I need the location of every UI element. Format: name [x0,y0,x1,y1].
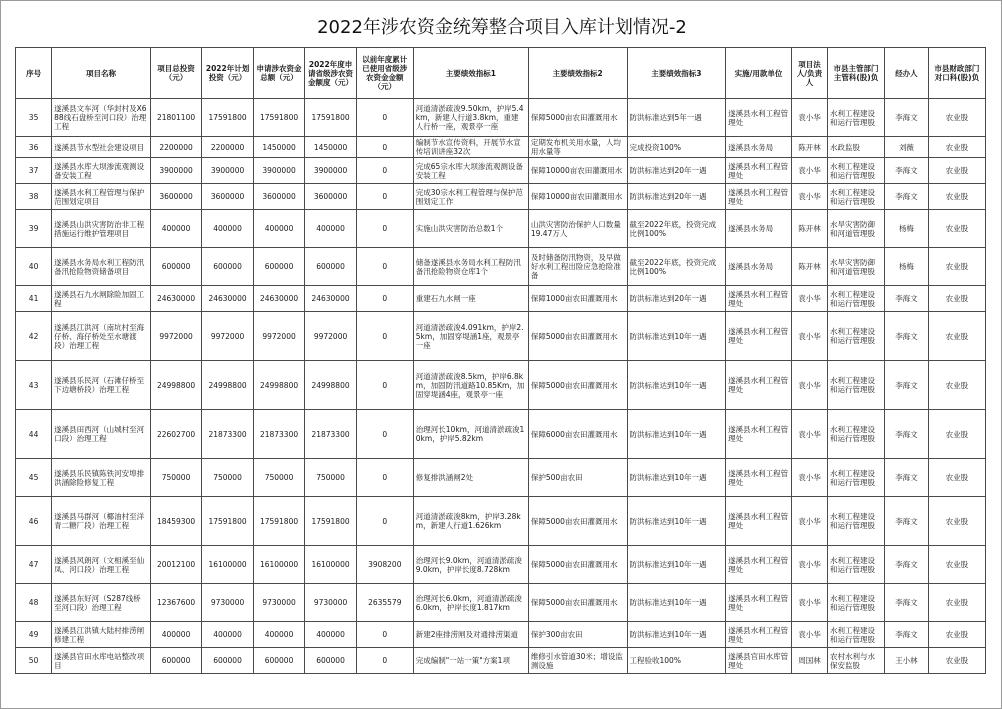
cell-dept: 水利工程建设和运行管理股 [828,497,885,546]
header-cell: 项目名称 [52,48,151,99]
cell-plan: 600000 [202,248,254,286]
cell-apply: 17591800 [253,497,305,546]
cell-kpi1: 河道清淤疏浚8.5km，护岸6.8km，加固防汛道路10.85Km，加固穿堤涵4座，观景亭一座 [413,361,528,410]
cell-dept: 水利工程建设和运行管理股 [828,158,885,184]
cell-unit: 遂溪县水务局 [726,248,792,286]
header-cell: 以前年度累计已使用省级涉农资金金额（元） [356,48,413,99]
cell-total: 24630000 [150,286,202,312]
project-table [15,47,986,674]
cell-name: 遂溪县石九水闸除险加固工程 [52,286,151,312]
cell-handler: 李海文 [885,312,929,361]
cell-handler: 李海文 [885,99,929,137]
cell-plan: 3900000 [202,158,254,184]
cell-fin: 农业股 [928,459,985,497]
cell-dept: 水利工程建设和运行管理股 [828,184,885,210]
cell-kpi1: 修复排洪涵闸2处 [413,459,528,497]
cell-dept: 水利工程建设和运行管理股 [828,312,885,361]
cell-legal: 袁小华 [791,361,827,410]
cell-total: 600000 [150,648,202,674]
cell-plan: 3600000 [202,184,254,210]
header-cell: 2022年计划投资（元） [202,48,254,99]
cell-name: 遂溪县官田水库电站整改项目 [52,648,151,674]
cell-prov: 21873300 [305,410,357,459]
cell-kpi1: 完成编制"一站一策"方案1项 [413,648,528,674]
cell-kpi3: 防洪标准达到10年一遇 [627,312,726,361]
cell-total: 400000 [150,622,202,648]
cell-kpi1: 重建石九水闸一座 [413,286,528,312]
cell-prov: 24998800 [305,361,357,410]
cell-unit: 遂溪县水利工程管理处 [726,286,792,312]
cell-kpi1: 河道清淤疏浚9.50km，护岸5.4km，新建人行道3.8km，重建人行桥一座，观景亭一座 [413,99,528,137]
cell-apply: 600000 [253,648,305,674]
cell-name: 遂溪县乐民镇陈铁河安埠排洪涵除险修复工程 [52,459,151,497]
cell-total: 24998800 [150,361,202,410]
cell-total: 600000 [150,248,202,286]
header-cell: 经办人 [885,48,929,99]
cell-kpi3: 防洪标准达到20年一遇 [627,286,726,312]
cell-kpi2: 山洪灾害防治保护人口数量19.47万人 [528,210,627,248]
header-cell: 项目总投资（元） [150,48,202,99]
cell-kpi2: 保障5000亩农田灌溉用水 [528,546,627,584]
cell-apply: 400000 [253,622,305,648]
table-row [16,584,986,622]
cell-kpi2: 保护500亩农田 [528,459,627,497]
cell-no: 40 [16,248,52,286]
cell-kpi2: 维修引水管道30米；增设监测设施 [528,648,627,674]
cell-kpi2: 保障10000亩农田灌溉用水 [528,184,627,210]
cell-kpi1: 河道清淤疏浚8km，护岸3.28km，新建人行道1.626km [413,497,528,546]
cell-dept: 水政监股 [828,137,885,158]
cell-no: 41 [16,286,52,312]
cell-kpi1: 河道清淤疏浚4.091km，护岸2.5km，加固穿堤涵1座，观景亭一座 [413,312,528,361]
cell-no: 36 [16,137,52,158]
cell-handler: 杨梅 [885,248,929,286]
cell-kpi1: 新建2座排涝闸及对通排涝渠道 [413,622,528,648]
table-row [16,459,986,497]
cell-kpi3: 防洪标准达到10年一遇 [627,497,726,546]
cell-fin: 农业股 [928,184,985,210]
cell-kpi3: 截至2022年底，投资完成比例100% [627,248,726,286]
table-row [16,99,986,137]
cell-total: 21801100 [150,99,202,137]
cell-used: 0 [356,99,413,137]
cell-prov: 17591800 [305,497,357,546]
cell-name: 遂溪县田西河（山城村至河口段）治理工程 [52,410,151,459]
cell-dept: 水利工程建设和运行管理股 [828,99,885,137]
cell-apply: 9972000 [253,312,305,361]
cell-legal: 袁小华 [791,158,827,184]
cell-used: 0 [356,497,413,546]
cell-fin: 农业股 [928,312,985,361]
cell-fin: 农业股 [928,99,985,137]
cell-plan: 24630000 [202,286,254,312]
cell-prov: 17591800 [305,99,357,137]
cell-name: 遂溪县节水型社会建设项目 [52,137,151,158]
cell-handler: 李海文 [885,584,929,622]
cell-no: 42 [16,312,52,361]
cell-prov: 3600000 [305,184,357,210]
cell-dept: 水旱灾害防御和河道管理股 [828,210,885,248]
cell-kpi1: 实施山洪灾害防治总数1个 [413,210,528,248]
cell-name: 遂溪县水利工程管理与保护范围划定项目 [52,184,151,210]
cell-kpi3: 防洪标准达到10年一遇 [627,459,726,497]
cell-legal: 陈开林 [791,248,827,286]
cell-apply: 16100000 [253,546,305,584]
cell-plan: 600000 [202,648,254,674]
cell-fin: 农业股 [928,286,985,312]
cell-kpi3: 防洪标准达到10年一遇 [627,361,726,410]
cell-unit: 遂溪县水利工程管理处 [726,99,792,137]
cell-kpi2: 保障5000亩农田灌溉用水 [528,497,627,546]
cell-apply: 750000 [253,459,305,497]
table-row [16,210,986,248]
cell-legal: 袁小华 [791,99,827,137]
cell-name: 遂溪县乐民河（石滩仔桥至下边塘桥段）治理工程 [52,361,151,410]
cell-dept: 农村水利与水保安监股 [828,648,885,674]
cell-plan: 21873300 [202,410,254,459]
cell-no: 39 [16,210,52,248]
cell-total: 2200000 [150,137,202,158]
header-cell: 主要绩效指标3 [627,48,726,99]
cell-total: 20012100 [150,546,202,584]
cell-fin: 农业股 [928,210,985,248]
cell-used: 3908200 [356,546,413,584]
cell-prov: 400000 [305,210,357,248]
cell-plan: 24998800 [202,361,254,410]
cell-used: 0 [356,648,413,674]
cell-handler: 刘薇 [885,137,929,158]
cell-dept: 水旱灾害防御和河道管理股 [828,248,885,286]
cell-legal: 袁小华 [791,286,827,312]
cell-fin: 农业股 [928,158,985,184]
cell-no: 48 [16,584,52,622]
header-cell: 2022年度申请省级涉农资金额度（元） [305,48,357,99]
cell-apply: 400000 [253,210,305,248]
header-cell: 市县财政部门对口科(股)负 [928,48,985,99]
cell-dept: 水利工程建设和运行管理股 [828,459,885,497]
header-cell: 申请涉农资金总额（元） [253,48,305,99]
cell-kpi3: 防洪标准达到10年一遇 [627,584,726,622]
cell-kpi2: 保障10000亩农田灌溉用水 [528,158,627,184]
header-cell: 实施/用款单位 [726,48,792,99]
cell-total: 12367600 [150,584,202,622]
table-row [16,410,986,459]
cell-dept: 水利工程建设和运行管理股 [828,584,885,622]
cell-legal: 袁小华 [791,312,827,361]
table-row [16,248,986,286]
cell-kpi2: 保障1000亩农田灌溉用水 [528,286,627,312]
cell-legal: 袁小华 [791,622,827,648]
cell-legal: 袁小华 [791,584,827,622]
cell-name: 遂溪县马群河（椰油村至洋青二糖厂段）治理工程 [52,497,151,546]
cell-used: 0 [356,210,413,248]
cell-no: 37 [16,158,52,184]
cell-plan: 16100000 [202,546,254,584]
cell-prov: 1450000 [305,137,357,158]
cell-apply: 21873300 [253,410,305,459]
cell-unit: 遂溪县水利工程管理处 [726,459,792,497]
cell-fin: 农业股 [928,497,985,546]
table-row [16,361,986,410]
cell-kpi3: 防洪标准达到20年一遇 [627,184,726,210]
cell-kpi1: 储备遂溪县水务局水利工程防汛备汛抢险物资仓库1个 [413,248,528,286]
cell-kpi2: 保障5000亩农田灌溉用水 [528,584,627,622]
header-cell: 项目法人/负责人 [791,48,827,99]
cell-legal: 陈开林 [791,137,827,158]
cell-no: 49 [16,622,52,648]
cell-used: 0 [356,137,413,158]
cell-kpi3: 防洪标准达到10年一遇 [627,546,726,584]
cell-unit: 遂溪县水利工程管理处 [726,546,792,584]
cell-kpi2: 保障5000亩农田灌溉用水 [528,312,627,361]
cell-dept: 水利工程建设和运行管理股 [828,622,885,648]
cell-handler: 李海文 [885,497,929,546]
cell-handler: 李海文 [885,622,929,648]
cell-unit: 遂溪县水利工程管理处 [726,497,792,546]
cell-no: 47 [16,546,52,584]
cell-handler: 杨梅 [885,210,929,248]
header-cell: 市县主管部门主管科(股)负 [828,48,885,99]
cell-no: 35 [16,99,52,137]
cell-total: 750000 [150,459,202,497]
cell-prov: 400000 [305,622,357,648]
cell-handler: 李海文 [885,158,929,184]
cell-legal: 袁小华 [791,184,827,210]
cell-used: 0 [356,158,413,184]
cell-name: 遂溪县东好河（S287线桥至河口段）治理工程 [52,584,151,622]
cell-kpi2: 及时储备防汛物资，及早做好水利工程出险应急抢险准备 [528,248,627,286]
cell-name: 遂溪县风朗河（文相溪至仙凤、河口段）治理工程 [52,546,151,584]
cell-prov: 9730000 [305,584,357,622]
cell-no: 44 [16,410,52,459]
cell-used: 0 [356,410,413,459]
cell-prov: 600000 [305,248,357,286]
cell-kpi3: 防洪标准达到10年一遇 [627,410,726,459]
table-row [16,312,986,361]
header-cell: 主要绩效指标2 [528,48,627,99]
cell-apply: 3600000 [253,184,305,210]
cell-no: 43 [16,361,52,410]
cell-used: 0 [356,361,413,410]
cell-unit: 遂溪县水利工程管理处 [726,410,792,459]
cell-dept: 水利工程建设和运行管理股 [828,361,885,410]
cell-total: 9972000 [150,312,202,361]
cell-handler: 李海文 [885,459,929,497]
cell-kpi1: 完成30宗水利工程管理与保护范围划定工作 [413,184,528,210]
table-row [16,137,986,158]
cell-plan: 400000 [202,210,254,248]
table-row [16,184,986,210]
cell-apply: 1450000 [253,137,305,158]
cell-plan: 400000 [202,622,254,648]
cell-used: 0 [356,248,413,286]
cell-unit: 遂溪县水利工程管理处 [726,158,792,184]
cell-name: 遂溪县山洪灾害防治非工程措施运行维护管理项目 [52,210,151,248]
cell-unit: 遂溪县水利工程管理处 [726,584,792,622]
cell-unit: 遂溪县水务局 [726,210,792,248]
cell-legal: 袁小华 [791,546,827,584]
header-cell: 序号 [16,48,52,99]
cell-total: 400000 [150,210,202,248]
cell-apply: 24998800 [253,361,305,410]
cell-fin: 农业股 [928,410,985,459]
cell-kpi2: 保护300亩农田 [528,622,627,648]
cell-used: 2635579 [356,584,413,622]
cell-apply: 9730000 [253,584,305,622]
cell-plan: 9972000 [202,312,254,361]
cell-name: 遂溪县水库大坝渗流观测设备安装工程 [52,158,151,184]
cell-used: 0 [356,459,413,497]
cell-name: 遂溪县江洪河（南坑村至海仔桥、海仔桥处至水塘渡段）治理工程 [52,312,151,361]
cell-prov: 3900000 [305,158,357,184]
cell-fin: 农业股 [928,648,985,674]
cell-handler: 李海文 [885,286,929,312]
cell-name: 遂溪县江洪镇大陆村排涝闸修建工程 [52,622,151,648]
cell-used: 0 [356,312,413,361]
cell-unit: 遂溪县水利工程管理处 [726,312,792,361]
cell-apply: 17591800 [253,99,305,137]
cell-kpi1: 治理河长10km，河道清淤疏浚10km，护岸5.82km [413,410,528,459]
cell-kpi2: 保障5000亩农田灌溉用水 [528,99,627,137]
cell-kpi2: 定期发布机关用水量，人均用水量等 [528,137,627,158]
page-title: 2022年涉农资金统筹整合项目入库计划情况-2 [317,17,687,38]
cell-used: 0 [356,286,413,312]
cell-plan: 9730000 [202,584,254,622]
cell-unit: 遂溪县水利工程管理处 [726,361,792,410]
cell-dept: 水利工程建设和运行管理股 [828,410,885,459]
cell-unit: 遂溪县水利工程管理处 [726,184,792,210]
cell-handler: 李海文 [885,546,929,584]
cell-prov: 24630000 [305,286,357,312]
cell-fin: 农业股 [928,622,985,648]
table-row [16,497,986,546]
cell-kpi3: 工程验收100% [627,648,726,674]
cell-used: 0 [356,622,413,648]
cell-kpi2: 保障6000亩农田灌溉用水 [528,410,627,459]
cell-kpi3: 完成投资100% [627,137,726,158]
table-row [16,546,986,584]
cell-total: 3900000 [150,158,202,184]
cell-unit: 遂溪县水利工程管理处 [726,622,792,648]
cell-kpi1: 编制节水宣传资料，开展节水宣传培训讲座32次 [413,137,528,158]
cell-no: 38 [16,184,52,210]
cell-kpi1: 治理河长6.0km，河道清淤疏浚6.0km，护岸长度1.817km [413,584,528,622]
cell-kpi3: 截至2022年底，投资完成比例100% [627,210,726,248]
cell-kpi3: 防洪标准达到10年一遇 [627,622,726,648]
cell-fin: 农业股 [928,584,985,622]
table-row [16,158,986,184]
cell-kpi1: 治理河长9.0km，河道清淤疏浚9.0km，护岸长度8.728km [413,546,528,584]
cell-legal: 袁小华 [791,497,827,546]
cell-handler: 李海文 [885,410,929,459]
cell-apply: 3900000 [253,158,305,184]
cell-prov: 16100000 [305,546,357,584]
cell-no: 45 [16,459,52,497]
cell-plan: 2200000 [202,137,254,158]
cell-fin: 农业股 [928,361,985,410]
cell-apply: 600000 [253,248,305,286]
cell-legal: 周国林 [791,648,827,674]
cell-no: 46 [16,497,52,546]
cell-dept: 水利工程建设和运行管理股 [828,286,885,312]
cell-total: 22602700 [150,410,202,459]
cell-name: 遂溪县水务局水利工程防汛备汛抢险物资储备项目 [52,248,151,286]
cell-unit: 遂溪县水务局 [726,137,792,158]
cell-prov: 9972000 [305,312,357,361]
cell-apply: 24630000 [253,286,305,312]
table-row [16,622,986,648]
cell-plan: 17591800 [202,99,254,137]
cell-legal: 陈开林 [791,210,827,248]
cell-prov: 750000 [305,459,357,497]
cell-legal: 袁小华 [791,459,827,497]
cell-dept: 水利工程建设和运行管理股 [828,546,885,584]
cell-plan: 750000 [202,459,254,497]
cell-used: 0 [356,184,413,210]
cell-fin: 农业股 [928,137,985,158]
cell-handler: 李海文 [885,184,929,210]
cell-kpi3: 防洪标准达到20年一遇 [627,158,726,184]
cell-fin: 农业股 [928,248,985,286]
header-cell: 主要绩效指标1 [413,48,528,99]
cell-total: 3600000 [150,184,202,210]
cell-kpi2: 保障5000亩农田灌溉用水 [528,361,627,410]
header-row [16,48,986,99]
cell-fin: 农业股 [928,546,985,584]
cell-handler: 王小林 [885,648,929,674]
table-row [16,286,986,312]
cell-unit: 遂溪县官田水库管理处 [726,648,792,674]
cell-legal: 袁小华 [791,410,827,459]
cell-kpi1: 完成65宗水库大坝渗流观测设备安装工程 [413,158,528,184]
cell-kpi3: 防洪标准达到5年一遇 [627,99,726,137]
cell-name: 遂溪县文车河（华封村及X688线石盘桥至河口段）治理工程 [52,99,151,137]
cell-no: 50 [16,648,52,674]
cell-total: 18459300 [150,497,202,546]
cell-plan: 17591800 [202,497,254,546]
cell-handler: 李海文 [885,361,929,410]
cell-prov: 600000 [305,648,357,674]
table-row [16,648,986,674]
